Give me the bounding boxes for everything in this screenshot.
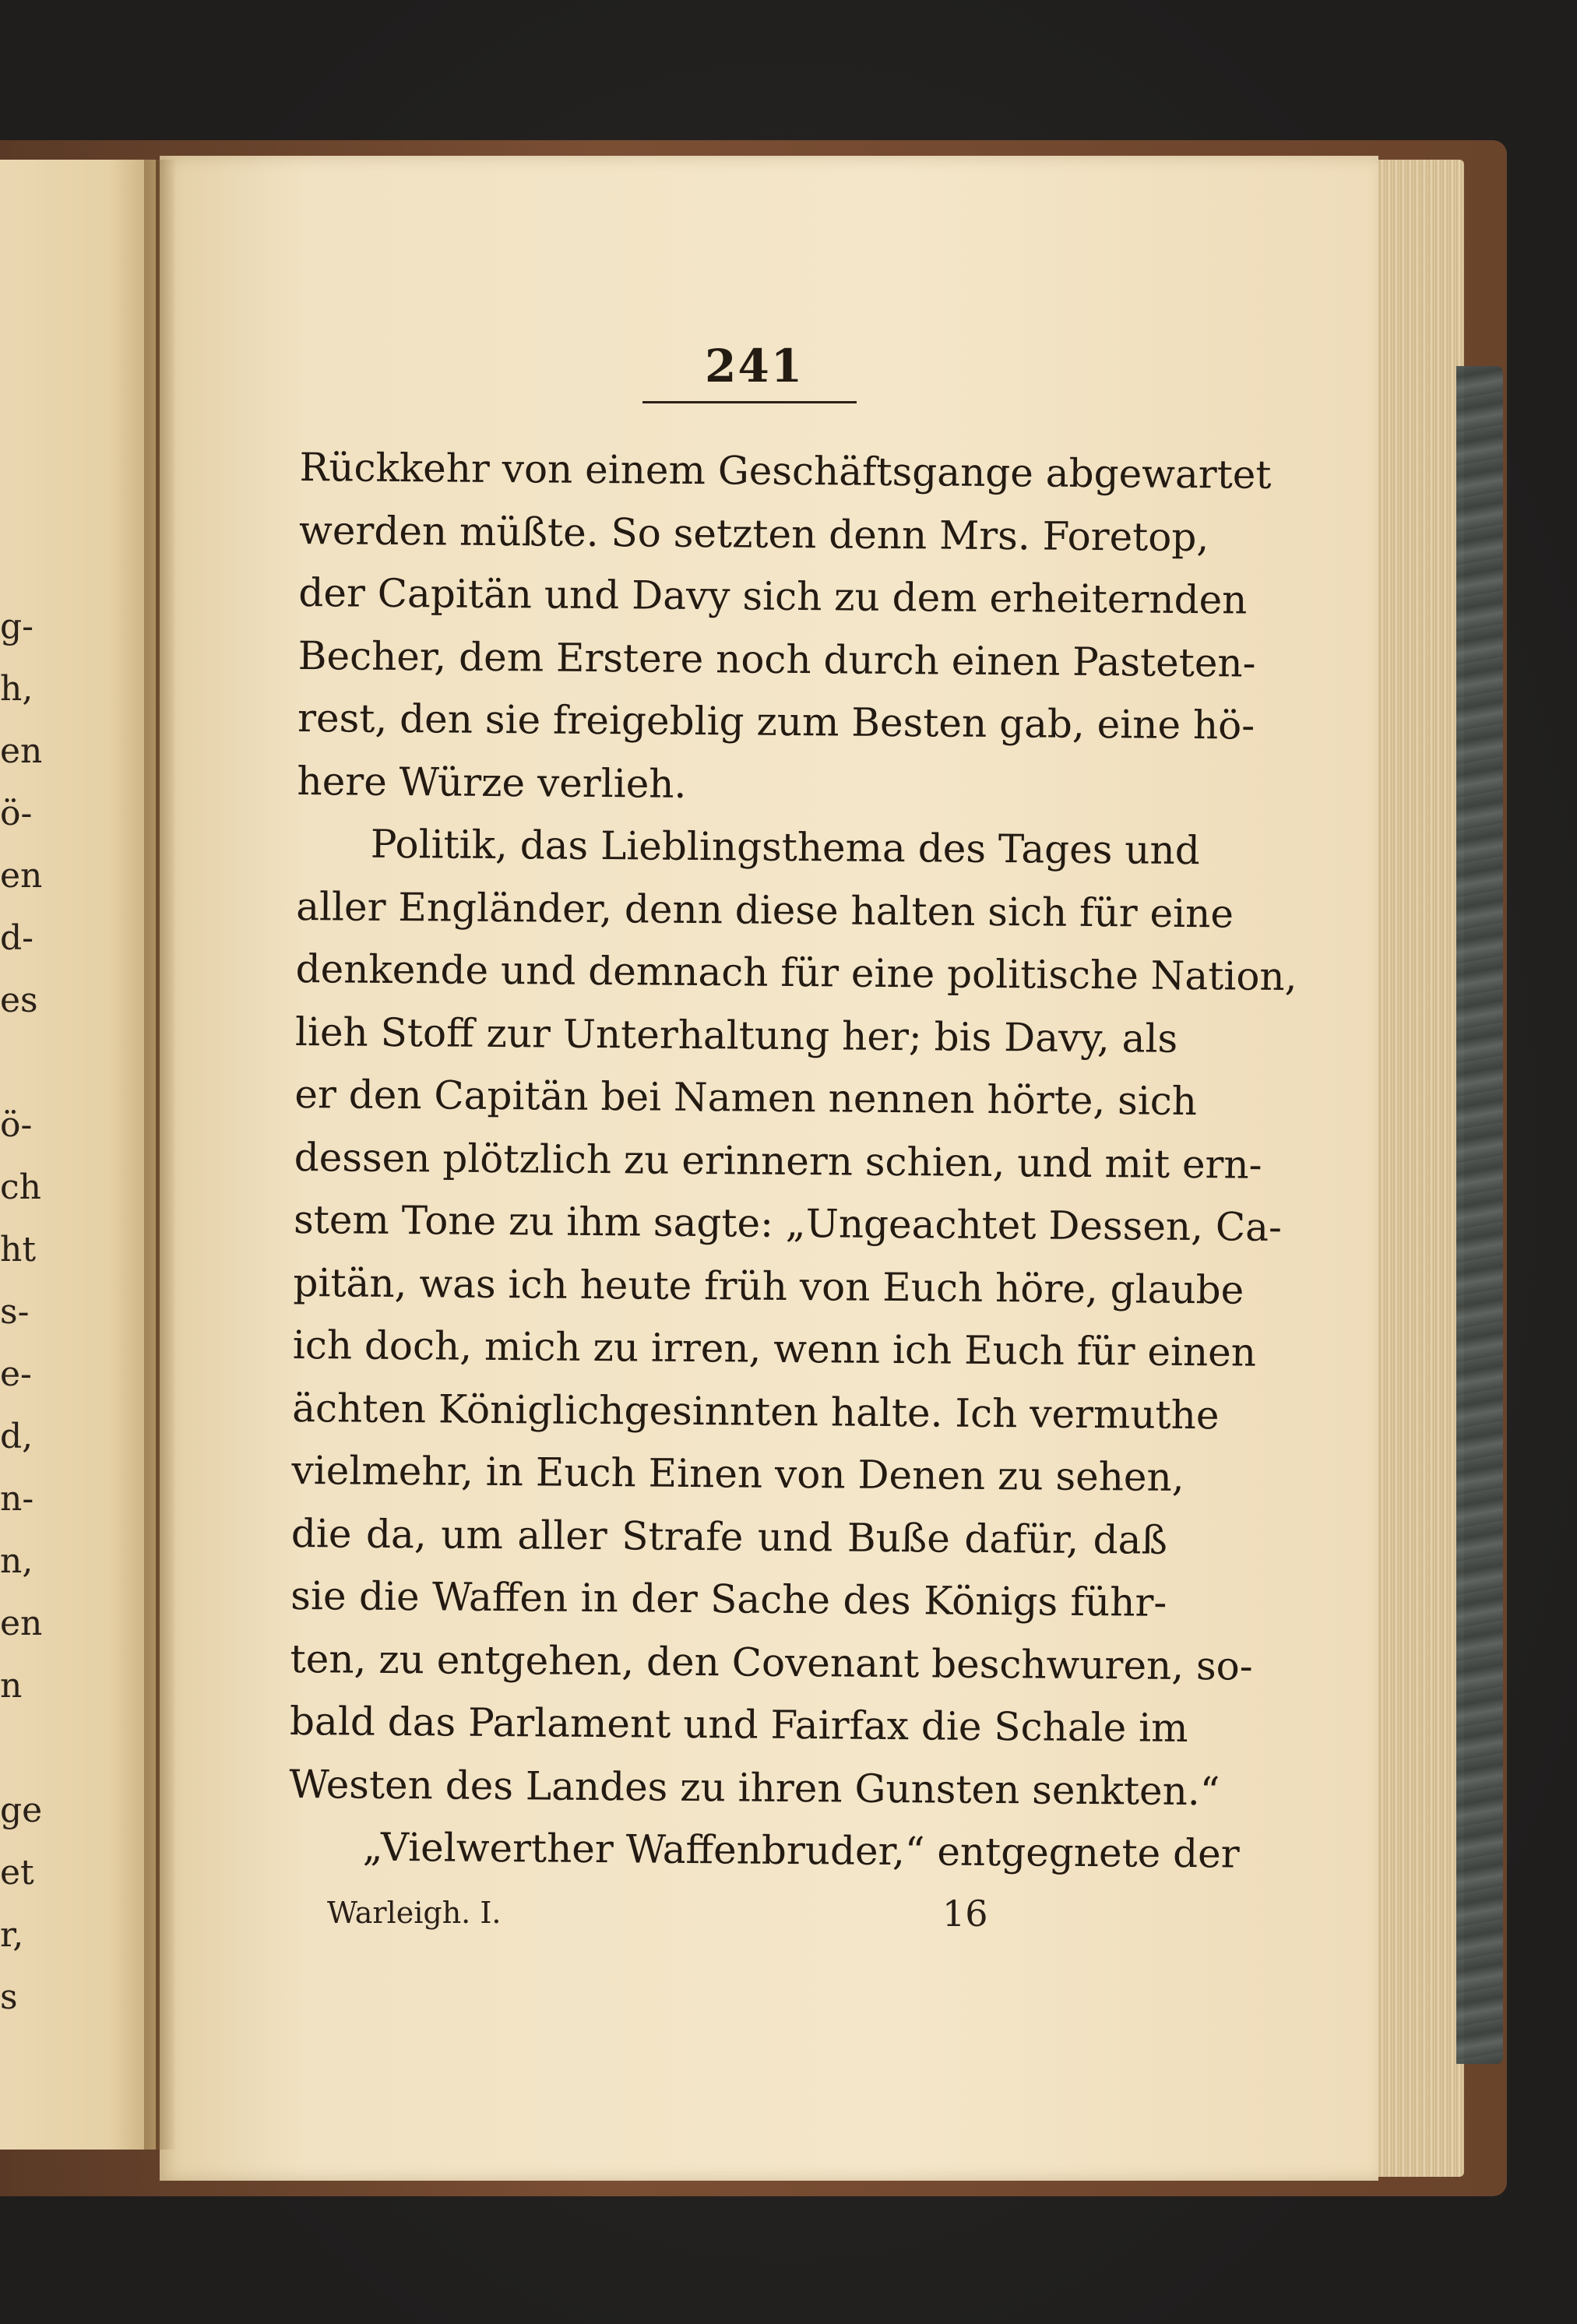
- marbled-cover-edge: [1456, 366, 1503, 2064]
- left-fragment: en: [0, 856, 43, 896]
- page-number-rule: [642, 401, 857, 403]
- text-line: er den Capitän bei Namen nennen hörte, sich: [294, 1071, 1198, 1125]
- left-page-text-fragments: [0, 596, 43, 2029]
- left-fragment: ö-: [0, 794, 33, 833]
- text-line: bald das Parlament und Fairfax die Schale im: [289, 1698, 1188, 1752]
- text-line: sie die Waffen in der Sache des Königs führ-: [290, 1572, 1167, 1625]
- left-fragment: en: [0, 731, 43, 771]
- text-line: werden müßte. So setzten denn Mrs. Foretop,: [298, 507, 1209, 560]
- page-block-edge: [1371, 160, 1464, 2177]
- page-body-text: [288, 436, 1297, 1885]
- text-line: der Capitän und Davy sich zu dem erheiternden: [298, 569, 1248, 623]
- left-fragment: [0, 1032, 31, 1094]
- left-fragment: en: [0, 1604, 43, 1643]
- text-line: „Vielwerther Waffenbruder,“ entgegnete der: [362, 1824, 1240, 1877]
- left-fragment: ht: [0, 1230, 37, 1269]
- left-fragment: es: [0, 981, 38, 1020]
- page-number: 241: [705, 340, 804, 393]
- text-line: die da, um aller Strafe und Buße dafür, daß: [290, 1510, 1168, 1563]
- left-fragment: g-: [0, 607, 34, 646]
- left-fragment: r,: [0, 1915, 24, 1955]
- text-line: lieh Stoff zur Unterhaltung her; bis Davy, als: [294, 1009, 1178, 1062]
- left-fragment: e-: [0, 1354, 32, 1394]
- book-gutter: [144, 160, 175, 2150]
- left-fragment: n: [0, 1666, 23, 1706]
- left-fragment: [0, 1717, 31, 1780]
- left-fragment: h,: [0, 669, 33, 709]
- left-fragment: ch: [0, 1167, 41, 1207]
- printer-signature: Warleigh. I.: [327, 1896, 502, 1930]
- text-line: ich doch, mich zu irren, wenn ich Euch für einen: [292, 1322, 1257, 1375]
- page-footer: [327, 1893, 1028, 1939]
- left-fragment: d-: [0, 918, 34, 958]
- left-page: [0, 160, 156, 2150]
- text-line: dessen plötzlich zu erinnern schien, und mit ern-: [294, 1134, 1262, 1188]
- text-line: stem Tone zu ihm sagte: „Ungeachtet Dessen, Ca-: [293, 1196, 1283, 1250]
- left-fragment: n-: [0, 1479, 34, 1519]
- text-line: Rückkehr von einem Geschäftsgange abgewartet: [299, 444, 1272, 498]
- text-line: vielmehr, in Euch Einen von Denen zu sehen,: [291, 1447, 1185, 1500]
- left-fragment: ge: [0, 1791, 43, 1830]
- text-line: ächten Königlichgesinnten halte. Ich vermuthe: [291, 1385, 1220, 1438]
- text-line: ten, zu entgehen, den Covenant beschwuren, so-: [290, 1636, 1253, 1689]
- text-line: rest, den sie freigeblig zum Besten gab, eine hö-: [297, 695, 1255, 748]
- text-line: Westen des Landes zu ihren Gunsten senkten.“: [289, 1761, 1220, 1814]
- left-fragment: s: [0, 1977, 18, 2017]
- text-line: denkende und demnach für eine politische Nation,: [295, 945, 1297, 1000]
- text-line: Becher, dem Erstere noch durch einen Pasteten-: [297, 632, 1256, 686]
- signature-number: 16: [942, 1893, 988, 1935]
- left-fragment: ö-: [0, 1105, 33, 1145]
- left-fragment: s-: [0, 1292, 30, 1332]
- text-line: here Würze verlieh.: [297, 758, 687, 807]
- text-line: aller Engländer, denn diese halten sich für eine: [296, 883, 1234, 936]
- text-line: pitän, was ich heute früh von Euch höre, glaube: [293, 1259, 1244, 1313]
- left-fragment: n,: [0, 1541, 33, 1581]
- left-fragment: et: [0, 1853, 34, 1893]
- text-line: Politik, das Lieblingsthema des Tages und: [370, 821, 1200, 874]
- left-fragment: d,: [0, 1417, 33, 1456]
